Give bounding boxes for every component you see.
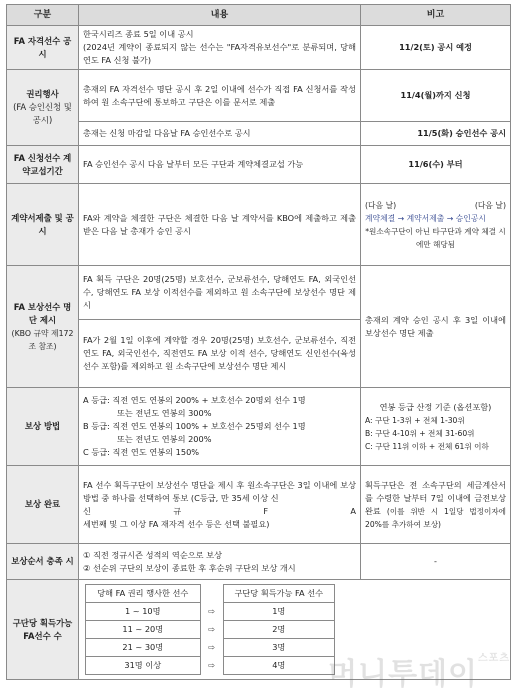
table-row xyxy=(7,388,511,466)
table-row xyxy=(7,466,511,544)
flow-caption: (다음 날) xyxy=(474,200,506,210)
row-note xyxy=(361,184,511,266)
note-text: 획득구단은 전 소속구단의 세금계산서를 수령한 날부터 7일 이내에 금전보상 완료 xyxy=(365,479,506,516)
row-note: 11/5(화) 승인선수 공시 xyxy=(361,122,511,146)
note-text: (이를 위반 시 1일당 법정이자에 20%를 추가하여 보상) xyxy=(365,506,506,529)
spread-char: 규 xyxy=(173,505,182,516)
order-item: ② 선순위 구단의 보상이 종료한 후 후순위 구단의 보상 개시 xyxy=(83,562,296,573)
table-row xyxy=(7,122,511,146)
quota-count: 1명 xyxy=(223,603,334,621)
quota-range: 1 ~ 10명 xyxy=(86,603,201,621)
quota-count: 4명 xyxy=(223,657,334,675)
header-content: 내용 xyxy=(79,5,361,26)
grade-criteria: C: 구단 11위 이하 + 전체 61위 이하 xyxy=(365,441,489,451)
content-line: FA 선수 획득구단이 보상선수 명단을 제시 후 원소속구단은 3일 이내에 보상방법 중 하나를 선택하여 통보 (C등급, 만 35세 이상 신 xyxy=(83,479,356,503)
watermark-text: 머니투데이 xyxy=(328,657,479,692)
row-content xyxy=(79,26,361,70)
flow-footnote: *원소속구단이 아닌 타구단과 계약 체결 시에만 해당됨 xyxy=(365,226,506,249)
grade-line: 또는 전년도 연봉의 200% xyxy=(117,434,212,444)
table-row xyxy=(7,26,511,70)
row-category xyxy=(7,70,79,146)
row-content: 총재의 FA 자격선수 명단 공시 후 2일 이내에 선수가 직접 FA 신청서를 작성하여 원 소속구단에 통보하고 구단은 이를 문서로 제출 xyxy=(79,70,361,122)
row-content: FA 획득 구단은 20명(25명) 보호선수, 군보류선수, 당해연도 FA, 외국인선수, 당해연도 FA 보상 이적선수를 제외하고 원 소속구단에 보상선수 명단 제시 xyxy=(79,266,361,320)
fa-quota-table xyxy=(85,584,335,675)
quota-count: 3명 xyxy=(223,639,334,657)
row-category: 구단당 획득가능 FA선수 수 xyxy=(7,580,79,680)
row-category xyxy=(7,266,79,388)
quota-range: 31명 이상 xyxy=(86,657,201,675)
grade-criteria: A: 구단 1-3위 + 전체 1-30위 xyxy=(365,415,465,425)
row-content: FA가 2월 1일 이후에 계약할 경우 20명(25명) 보호선수, 군보류선수, 직전연도 FA, 외국인선수, 직전연도 FA 보상 이적 선수, 당해연도 신인선수(육성선수 포함)를 제외하고 원 소속구단에 보상선수 명단 제시 xyxy=(79,320,361,388)
spread-line xyxy=(83,505,356,518)
row-category: 보상순서 충족 시 xyxy=(7,544,79,580)
order-item: ① 직전 정규시즌 성적의 역순으로 보상 xyxy=(83,549,222,560)
row-note: 11/4(월)까지 신청 xyxy=(361,70,511,122)
row-category: 보상 방법 xyxy=(7,388,79,466)
row-category: FA 자격선수 공시 xyxy=(7,26,79,70)
category-title: 권리행사 xyxy=(26,89,59,99)
row-category: 보상 완료 xyxy=(7,466,79,544)
fa-schedule-table xyxy=(6,4,511,680)
table-header-row xyxy=(7,5,511,26)
grade-line: 또는 전년도 연봉의 300% xyxy=(117,408,212,418)
row-content xyxy=(79,466,361,544)
row-content: 총재는 신청 마감일 다음날 FA 승인선수로 공시 xyxy=(79,122,361,146)
category-title: FA 보상선수 명단 제시 xyxy=(13,301,72,325)
row-content: FA 승인선수 공시 다음 날부터 모든 구단과 계약체결교섭 가능 xyxy=(79,146,361,184)
arrow-right-icon: ⇨ xyxy=(208,642,215,652)
row-note: 11/2(토) 공시 예정 xyxy=(361,26,511,70)
quota-row xyxy=(86,603,335,621)
spread-char: A xyxy=(350,505,356,516)
contract-flow: 계약체결 → 계약서제출 → 승인공시 xyxy=(365,213,486,223)
content-line: (2024년 계약이 종료되지 않는 선수는 "FA자격유보선수"로 분류되며, 당해연도 FA 신청 불가) xyxy=(83,42,356,65)
category-subtitle: (FA 승인신청 및 공시) xyxy=(13,102,72,125)
row-note xyxy=(361,466,511,544)
quota-header: 당해 FA 권리 행사한 선수 xyxy=(86,585,201,603)
table-row xyxy=(7,580,511,680)
grade-line: B 등급: 직전 연도 연봉의 100% + 보호선수 25명외 선수 1명 xyxy=(83,421,306,431)
watermark-subtext: 스포츠 xyxy=(478,653,510,664)
table-row xyxy=(7,146,511,184)
quota-header-row xyxy=(86,585,335,603)
quota-row xyxy=(86,621,335,639)
row-content: FA와 계약을 체결한 구단은 체결한 다음 날 계약서를 KBO에 제출하고 제출 받은 다음 날 총재가 승인 공시 xyxy=(79,184,361,266)
table-row xyxy=(7,266,511,320)
table-row xyxy=(7,544,511,580)
quota-range: 11 ~ 20명 xyxy=(86,621,201,639)
row-note: 11/6(수) 부터 xyxy=(361,146,511,184)
row-note: - xyxy=(361,544,511,580)
grade-criteria: B: 구단 4-10위 + 전체 31-60위 xyxy=(365,428,475,438)
content-line: 세번째 및 그 이상 FA 재자격 선수 등은 선택 불필요) xyxy=(83,518,270,529)
table-row xyxy=(7,184,511,266)
spread-char: F xyxy=(263,505,269,516)
row-content xyxy=(79,580,511,680)
grade-line: A 등급: 직전 연도 연봉의 200% + 보호선수 20명외 선수 1명 xyxy=(83,395,306,405)
row-content xyxy=(79,388,361,466)
quota-row xyxy=(86,639,335,657)
grade-line: C 등급: 직전 연도 연봉의 150% xyxy=(83,447,200,457)
table-row xyxy=(7,70,511,122)
row-content xyxy=(79,544,361,580)
spacer xyxy=(200,585,223,603)
header-category: 구분 xyxy=(7,5,79,26)
content-line: 한국시리즈 종료 5일 이내 공시 xyxy=(83,29,194,39)
arrow-right-icon: ⇨ xyxy=(208,624,215,634)
quota-range: 21 ~ 30명 xyxy=(86,639,201,657)
row-note: 총재의 계약 승인 공시 후 3일 이내에 보상선수 명단 제출 xyxy=(361,266,511,388)
quota-row xyxy=(86,657,335,675)
flow-captions xyxy=(365,199,506,212)
arrow-right-icon: ⇨ xyxy=(208,606,215,616)
spread-char: 신 xyxy=(83,505,91,516)
category-subtitle: (KBO 규약 제172조 참조) xyxy=(11,328,74,351)
quota-count: 2명 xyxy=(223,621,334,639)
header-note: 비고 xyxy=(361,5,511,26)
quota-header: 구단당 획득가능 FA 선수 xyxy=(223,585,334,603)
row-category: FA 신청선수 계약교섭기간 xyxy=(7,146,79,184)
row-note xyxy=(361,388,511,466)
grade-criteria-title: 연봉 등급 산정 기준 (옵션포함) xyxy=(379,401,492,412)
row-category: 계약서제출 및 공시 xyxy=(7,184,79,266)
flow-caption: (다음 날) xyxy=(365,200,397,210)
arrow-right-icon: ⇨ xyxy=(208,660,215,670)
